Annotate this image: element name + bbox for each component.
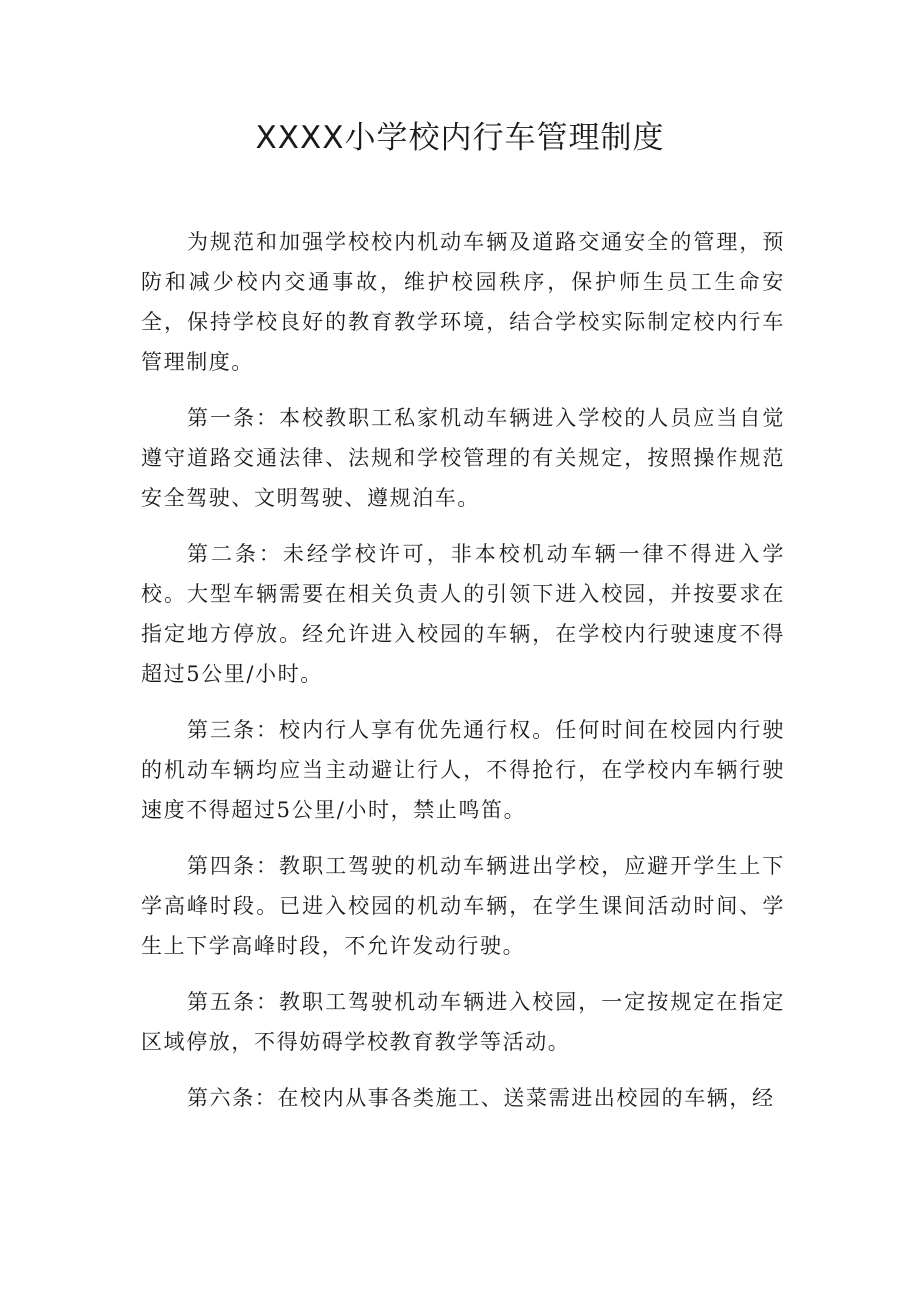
paragraph-article-1: 第一条：本校教职工私家机动车辆进入学校的人员应当自觉遵守道路交通法律、法规和学校管理的有关规定，按照操作规范安全驾驶、文明驾驶、遵规泊车。: [141, 406, 785, 510]
document-body: [141, 222, 785, 1134]
paragraph-article-4: 第四条：教职工驾驶的机动车辆进出学校，应避开学生上下学高峰时段。已进入校园的机动车辆，在学生课间活动时间、学生上下学高峰时段，不允许发动行驶。: [141, 854, 785, 958]
document-title: XXXX小学校内行车管理制度: [255, 120, 665, 156]
paragraph-article-3: 第三条：校内行人享有优先通行权。任何时间在校园内行驶的机动车辆均应当主动避让行人，不得抢行，在学校内车辆行驶速度不得超过5公里/小时，禁止鸣笛。: [141, 718, 785, 822]
paragraph-article-2: 第二条：未经学校许可，非本校机动车辆一律不得进入学校。大型车辆需要在相关负责人的引领下进入校园，并按要求在指定地方停放。经允许进入校园的车辆，在学校内行驶速度不得超过5公里/小时。: [141, 542, 785, 686]
paragraph-article-5: 第五条：教职工驾驶机动车辆进入校园，一定按规定在指定区域停放，不得妨碍学校教育教学等活动。: [141, 990, 785, 1054]
paragraph-article-6: 第六条：在校内从事各类施工、送菜需进出校园的车辆，经: [187, 1086, 775, 1110]
paragraph-intro: 为规范和加强学校校内机动车辆及道路交通安全的管理，预防和减少校内交通事故，维护校园秩序，保护师生员工生命安全，保持学校良好的教育教学环境，结合学校实际制定校内行车管理制度。: [141, 230, 785, 374]
